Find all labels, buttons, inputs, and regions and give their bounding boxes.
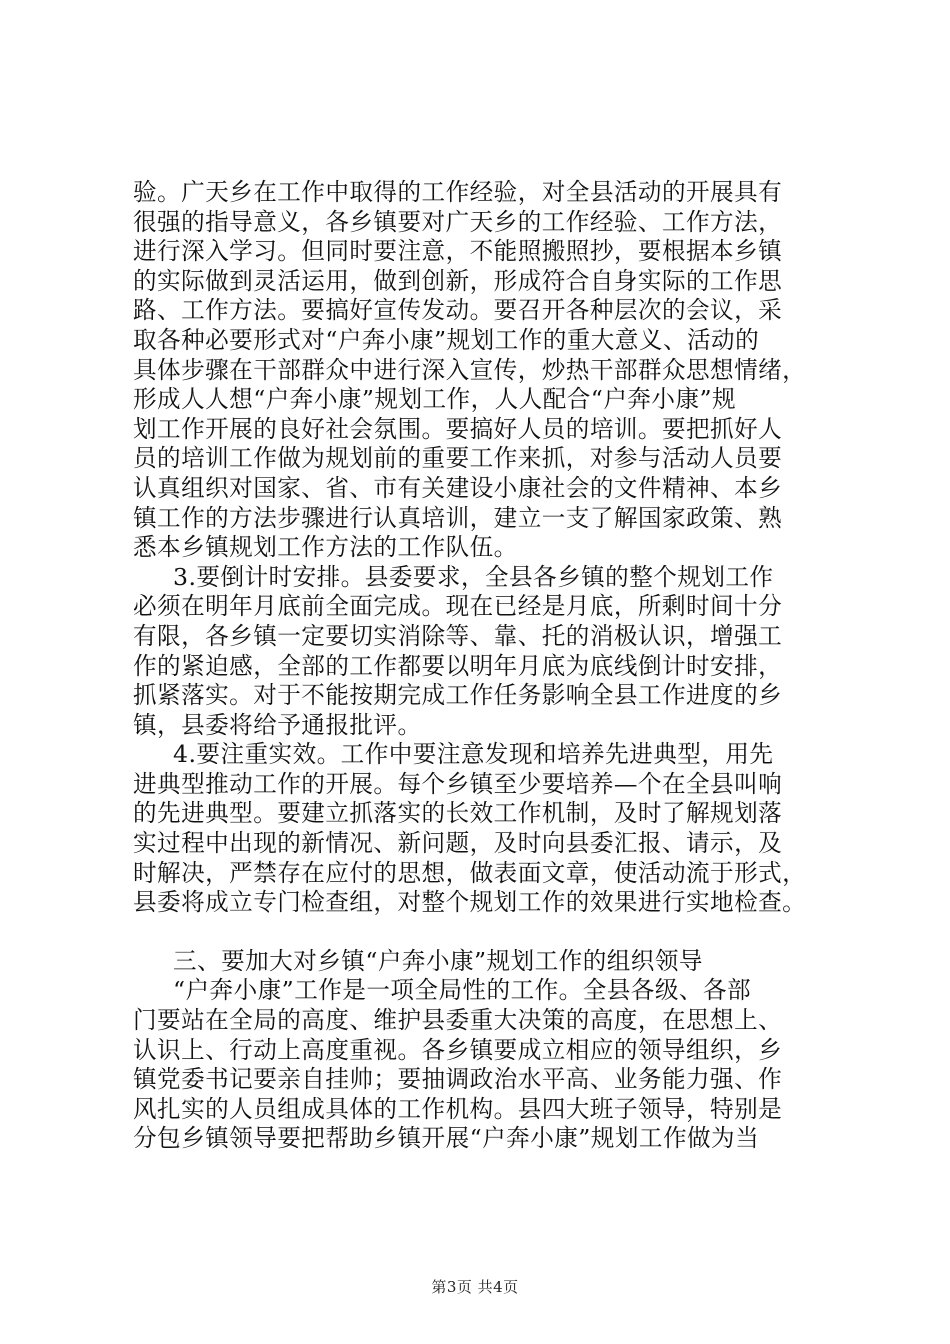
text-line: 时解决，严禁存在应付的思想，做表面文章，使活动流于形式， [133,858,807,887]
text-line: 镇，县委将给予通报批评。 [133,710,422,739]
text-line: “户奔小康”工作是一项全局性的工作。全县各级、各部 [173,976,752,1005]
text-line: 进典型推动工作的开展。每个乡镇至少要培养—个在全县叫响 [133,769,783,798]
text-line: 员的培训工作做为规划前的重要工作来抓，对参与活动人员要 [133,444,783,473]
text-line: 验。广天乡在工作中取得的工作经验，对全县活动的开展具有 [133,178,783,206]
text-line: 镇党委书记要亲自挂帅；要抽调政治水平高、业务能力强、作 [133,1065,783,1094]
text-line: 3.要倒计时安排。县委要求，全县各乡镇的整个规划工作 [173,562,774,591]
paragraph-item-3 [133,563,853,741]
text-line: 必须在明年月底前全面完成。现在已经是月底，所剩时间十分 [133,592,783,621]
text-line: 的先进典型。要建立抓落实的长效工作机制，及时了解规划落 [133,799,783,828]
text-line: 实过程中出现的新情况、新问题，及时向县委汇报、请示，及 [133,829,783,858]
section-heading [133,947,853,977]
text-line: 镇工作的方法步骤进行认真培训，建立一支了解国家政策、熟 [133,503,783,532]
text-line: 具体步骤在干部群众中进行深入宣传，炒热干部群众思想情绪， [133,355,807,384]
text-line: 风扎实的人员组成具体的工作机构。县四大班子领导，特别是 [133,1094,783,1123]
paragraph-item-4 [133,740,853,918]
text-line: 悉本乡镇规划工作方法的工作队伍。 [133,533,518,562]
text-line: 路、工作方法。要搞好宣传发动。要召开各种层次的会议，采 [133,296,783,325]
text-line: 4.要注重实效。工作中要注意发现和培养先进典型，用先 [173,740,774,769]
text-line: 很强的指导意义，各乡镇要对广天乡的工作经验、工作方法， [133,207,783,236]
text-line: 进行深入学习。但同时要注意，不能照搬照抄，要根据本乡镇 [133,237,783,266]
text-line: 认真组织对国家、省、市有关建设小康社会的文件精神、本乡 [133,473,783,502]
text-line: 抓紧落实。对于不能按期完成工作任务影响全县工作进度的乡 [133,681,783,710]
paragraph-section-3 [133,976,853,1154]
page-number: 第3页 共4页 [431,1278,519,1296]
paragraph-continuation [133,178,853,563]
text-line: 分包乡镇领导要把帮助乡镇开展“户奔小康”规划工作做为当 [133,1124,760,1153]
text-line: 取各种必要形式对“户奔小康”规划工作的重大意义、活动的 [133,325,760,354]
text-line: 的实际做到灵活运用，做到创新，形成符合自身实际的工作思 [133,266,783,295]
text-line: 县委将成立专门检查组，对整个规划工作的效果进行实地检查。 [133,888,807,917]
text-line: 形成人人想“户奔小康”规划工作，人人配合“户奔小康”规 [133,385,737,414]
text-line: 门要站在全局的高度、维护县委重大决策的高度，在思想上、 [133,1006,783,1035]
text-line: 划工作开展的良好社会氛围。要搞好人员的培训。要把抓好人 [133,414,783,443]
document-body [133,178,853,1154]
section-heading-text: 三、要加大对乡镇“户奔小康”规划工作的组织领导 [173,946,703,975]
text-line: 有限，各乡镇一定要切实消除等、靠、托的消极认识，增强工 [133,621,783,650]
text-line: 认识上、行动上高度重视。各乡镇要成立相应的领导组织，乡 [133,1035,783,1064]
paragraph-gap [133,918,853,947]
text-line: 作的紧迫感，全部的工作都要以明年月底为底线倒计时安排， [133,651,783,680]
